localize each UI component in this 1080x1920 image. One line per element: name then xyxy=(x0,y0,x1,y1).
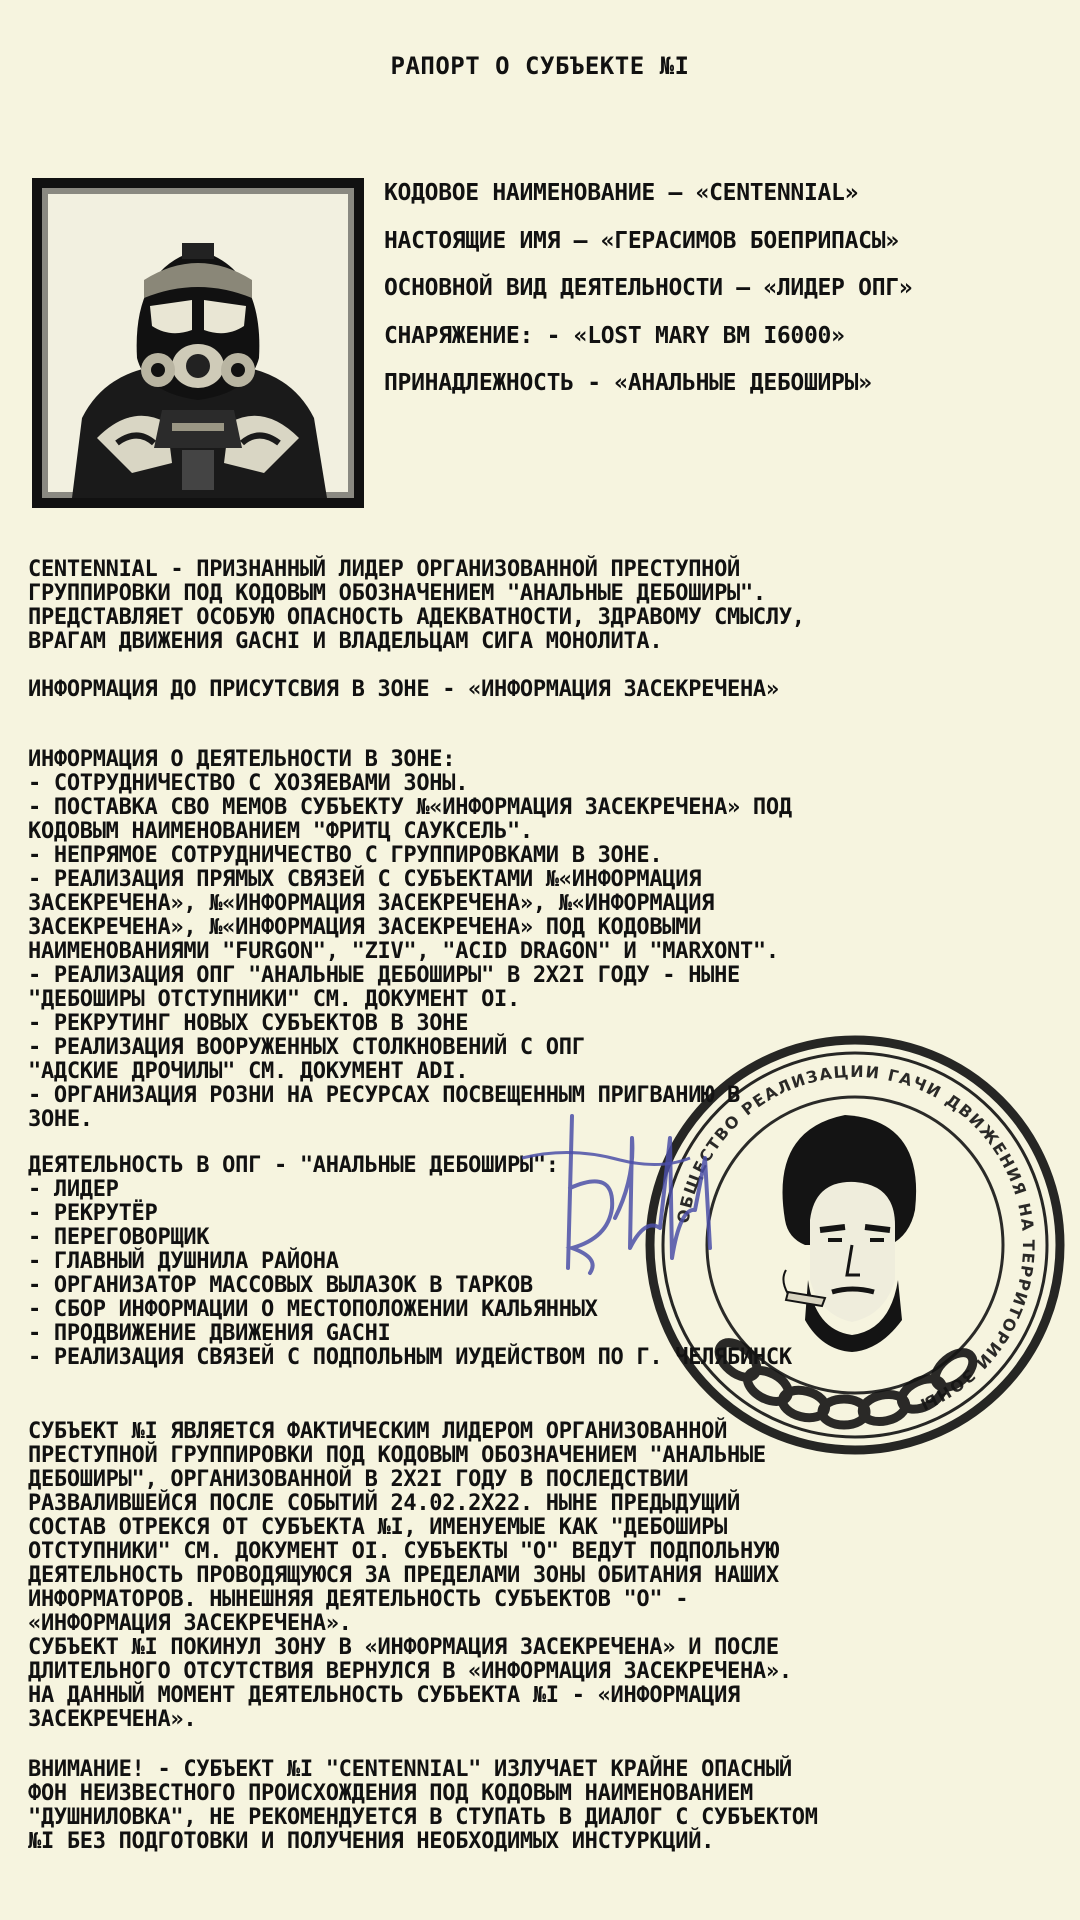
text-line: ДЕЯТЕЛЬНОСТЬ ПРОВОДЯЩУЮСЯ ЗА ПРЕДЕЛАМИ ЗОНЫ ОБИТАНИЯ НАШИХ xyxy=(28,1563,779,1588)
text-line: ВНИМАНИЕ! - СУБЪЕКТ №I "CENTENNIAL" ИЗЛУЧАЕТ КРАЙНЕ ОПАСНЫЙ xyxy=(28,1757,792,1782)
text-line: ДЕБОШИРЫ", ОРГАНИЗОВАННОЙ В 2X2I ГОДУ В ПОСЛЕДСТВИИ xyxy=(28,1467,689,1492)
list-item: - СБОР ИНФОРМАЦИИ О МЕСТОПОЛОЖЕНИИ КАЛЬЯННЫХ xyxy=(28,1297,598,1322)
text-line: СУБЪЕКТ №I ЯВЛЯЕТСЯ ФАКТИЧЕСКИМ ЛИДЕРОМ ОРГАНИЗОВАННОЙ xyxy=(28,1419,728,1444)
list-item: - ОРГАНИЗАТОР МАССОВЫХ ВЫЛАЗОК В ТАРКОВ xyxy=(28,1273,533,1298)
text-line: - ОРГАНИЗАЦИЯ РОЗНИ НА РЕСУРСАХ ПОСВЕЩЕННЫМ ПРИГВАНИЮ В xyxy=(28,1083,740,1108)
field-codename: КОДОВОЕ НАИМЕНОВАНИЕ — «CENTENNIAL» xyxy=(384,180,859,206)
text-line: ДЛИТЕЛЬНОГО ОТСУТСТВИЯ ВЕРНУЛСЯ В «ИНФОРМАЦИЯ ЗАСЕКРЕЧЕНА». xyxy=(28,1659,792,1684)
field-main-activity: ОСНОВНОЙ ВИД ДЕЯТЕЛЬНОСТИ — «ЛИДЕР ОПГ» xyxy=(384,275,913,301)
text-line: "АДСКИЕ ДРОЧИЛЫ" СМ. ДОКУМЕНТ ADI. xyxy=(28,1059,469,1084)
text-line: - НЕПРЯМОЕ СОТРУДНИЧЕСТВО С ГРУППИРОВКАМИ В ЗОНЕ. xyxy=(28,843,663,868)
text-line: ЗОНЕ. xyxy=(28,1107,93,1132)
field-real-name: НАСТОЯЩИЕ ИМЯ — «ГЕРАСИМОВ БОЕПРИПАСЫ» xyxy=(384,227,899,254)
signature xyxy=(520,1098,750,1298)
intro-paragraph xyxy=(28,558,1068,654)
summary-paragraph xyxy=(28,1420,1068,1732)
stalker-gasmask-portrait-icon xyxy=(42,188,354,498)
text-line: "ДЕБОШИРЫ ОТСТУПНИКИ" СМ. ДОКУМЕНТ OI. xyxy=(28,987,520,1012)
text-line: ОТСТУПНИКИ" СМ. ДОКУМЕНТ OI. СУБЪЕКТЫ "O" ВЕДУТ ПОДПОЛЬНУЮ xyxy=(28,1539,779,1564)
text-line: - СОТРУДНИЧЕСТВО С ХОЗЯЕВАМИ ЗОНЫ. xyxy=(28,771,469,796)
text-line: РАЗВАЛИВШЕЙСЯ ПОСЛЕ СОБЫТИЙ 24.02.2X22. НЫНЕ ПРЕДЫДУЩИЙ xyxy=(28,1491,740,1516)
text-line: - РЕАЛИЗАЦИЯ ВООРУЖЕННЫХ СТОЛКНОВЕНИЙ С ОПГ xyxy=(28,1035,585,1060)
list-item: - ПЕРЕГОВОРЩИК xyxy=(28,1225,210,1250)
list-item: - ПРОДВИЖЕНИЕ ДВИЖЕНИЯ GACHI xyxy=(28,1321,391,1346)
text-line: ЗАСЕКРЕЧЕНА», №«ИНФОРМАЦИЯ ЗАСЕКРЕЧЕНА» ПОД КОДОВЫМИ xyxy=(28,915,702,940)
text-line: ВРАГАМ ДВИЖЕНИЯ GACHI И ВЛАДЕЛЬЦАМ СИГА МОНОЛИТА. xyxy=(28,629,663,654)
text-line: СОСТАВ ОТРЕКСЯ ОТ СУБЪЕКТА №I, ИМЕНУЕМЫЕ КАК "ДЕБОШИРЫ xyxy=(28,1515,728,1540)
list-item: - ЛИДЕР xyxy=(28,1177,119,1202)
list-item: - РЕАЛИЗАЦИЯ СВЯЗЕЙ С ПОДПОЛЬНЫМ ИУДЕЙСТВОМ ПО Г. ЧЕЛЯБИНСК xyxy=(28,1345,792,1370)
text-line: "ДУШНИЛОВКА", НЕ РЕКОМЕНДУЕТСЯ В СТУПАТЬ В ДИАЛОГ С СУБЪЕКТОМ xyxy=(28,1805,818,1830)
text-line: ИНФОРМАЦИЯ ДО ПРИСУТСВИЯ В ЗОНЕ - «ИНФОРМАЦИЯ ЗАСЕКРЕЧЕНА» xyxy=(28,677,779,702)
profile-fields xyxy=(384,170,1074,408)
text-line: КОДОВЫМ НАИМЕНОВАНИЕМ "ФРИТЦ САУКСЕЛЬ". xyxy=(28,819,533,844)
section-heading: ДЕЯТЕЛЬНОСТЬ В ОПГ - "АНАЛЬНЫЕ ДЕБОШИРЫ": xyxy=(28,1153,559,1178)
text-line: ПРЕДСТАВЛЯЕТ ОСОБУЮ ОПАСНОСТЬ АДЕКВАТНОСТИ, ЗДРАВОМУ СМЫСЛУ, xyxy=(28,605,805,630)
text-line: - РЕАЛИЗАЦИЯ ОПГ "АНАЛЬНЫЕ ДЕБОШИРЫ" В 2X2I ГОДУ - НЫНЕ xyxy=(28,963,740,988)
handwritten-signature-icon xyxy=(520,1098,750,1298)
subject-photo xyxy=(32,178,364,508)
list-item: - РЕКРУТЁР xyxy=(28,1201,158,1226)
report-title: РАПОРТ О СУБЪЕКТЕ №I xyxy=(390,52,690,80)
text-line: «ИНФОРМАЦИЯ ЗАСЕКРЕЧЕНА». xyxy=(28,1611,352,1636)
field-equipment: СНАРЯЖЕНИЕ: - «LOST MARY BM I6000» xyxy=(384,322,845,349)
text-line: - РЕАЛИЗАЦИЯ ПРЯМЫХ СВЯЗЕЙ С СУБЪЕКТАМИ №«ИНФОРМАЦИЯ xyxy=(28,867,702,892)
text-line: ФОН НЕИЗВЕСТНОГО ПРОИСХОЖДЕНИЯ ПОД КОДОВЫМ НАИМЕНОВАНИЕМ xyxy=(28,1781,753,1806)
text-line: ЗАСЕКРЕЧЕНА». xyxy=(28,1707,197,1732)
text-line: СУБЪЕКТ №I ПОКИНУЛ ЗОНУ В «ИНФОРМАЦИЯ ЗАСЕКРЕЧЕНА» И ПОСЛЕ xyxy=(28,1635,779,1660)
svg-text:ОБЩЕСТВО РЕАЛИЗАЦИИ ГАЧИ ДВИЖЕ: ОБЩЕСТВО РЕАЛИЗАЦИИ ГАЧИ ДВИЖЕНИЯ НА ТЕРРИТОРИИ ЗОНЫ xyxy=(673,1061,1039,1415)
text-line: - ПОСТАВКА СВО МЕМОВ СУБЪЕКТУ №«ИНФОРМАЦИЯ ЗАСЕКРЕЧЕНА» ПОД xyxy=(28,795,792,820)
text-line: НА ДАННЫЙ МОМЕНТ ДЕЯТЕЛЬНОСТЬ СУБЪЕКТА №I - «ИНФОРМАЦИЯ xyxy=(28,1683,740,1708)
field-affiliation: ПРИНАДЛЕЖНОСТЬ - «АНАЛЬНЫЕ ДЕБОШИРЫ» xyxy=(384,370,872,396)
text-line: НАИМЕНОВАНИЯМИ "FURGON", "ZIV", "ACID DRAGON" И "MARXONT". xyxy=(28,939,779,964)
text-line: №I БЕЗ ПОДГОТОВКИ И ПОЛУЧЕНИЯ НЕОБХОДИМЫХ ИНСТУРКЦИЙ. xyxy=(28,1829,715,1854)
text-line: ПРЕСТУПНОЙ ГРУППИРОВКИ ПОД КОДОВЫМ ОБОЗНАЧЕНИЕМ "АНАЛЬНЫЕ xyxy=(28,1443,766,1468)
text-line: - РЕКРУТИНГ НОВЫХ СУБЪЕКТОВ В ЗОНЕ xyxy=(28,1011,469,1036)
pre-zone-info xyxy=(28,678,1068,702)
text-line: ГРУППИРОВКИ ПОД КОДОВЫМ ОБОЗНАЧЕНИЕМ "АНАЛЬНЫЕ ДЕБОШИРЫ". xyxy=(28,581,766,606)
text-line: ЗАСЕКРЕЧЕНА», №«ИНФОРМАЦИЯ ЗАСЕКРЕЧЕНА», №«ИНФОРМАЦИЯ xyxy=(28,891,715,916)
list-item: - ГЛАВНЫЙ ДУШНИЛА РАЙОНА xyxy=(28,1249,339,1274)
text-line: ИНФОРМАТОРОВ. НЫНЕШНЯЯ ДЕЯТЕЛЬНОСТЬ СУБЪЕКТОВ "O" - xyxy=(28,1587,689,1612)
warning-paragraph xyxy=(28,1758,1068,1854)
text-line: CENTENNIAL - ПРИЗНАННЫЙ ЛИДЕР ОРГАНИЗОВАННОЙ ПРЕСТУПНОЙ xyxy=(28,557,740,582)
section-heading: ИНФОРМАЦИЯ О ДЕЯТЕЛЬНОСТИ В ЗОНЕ: xyxy=(28,747,456,772)
